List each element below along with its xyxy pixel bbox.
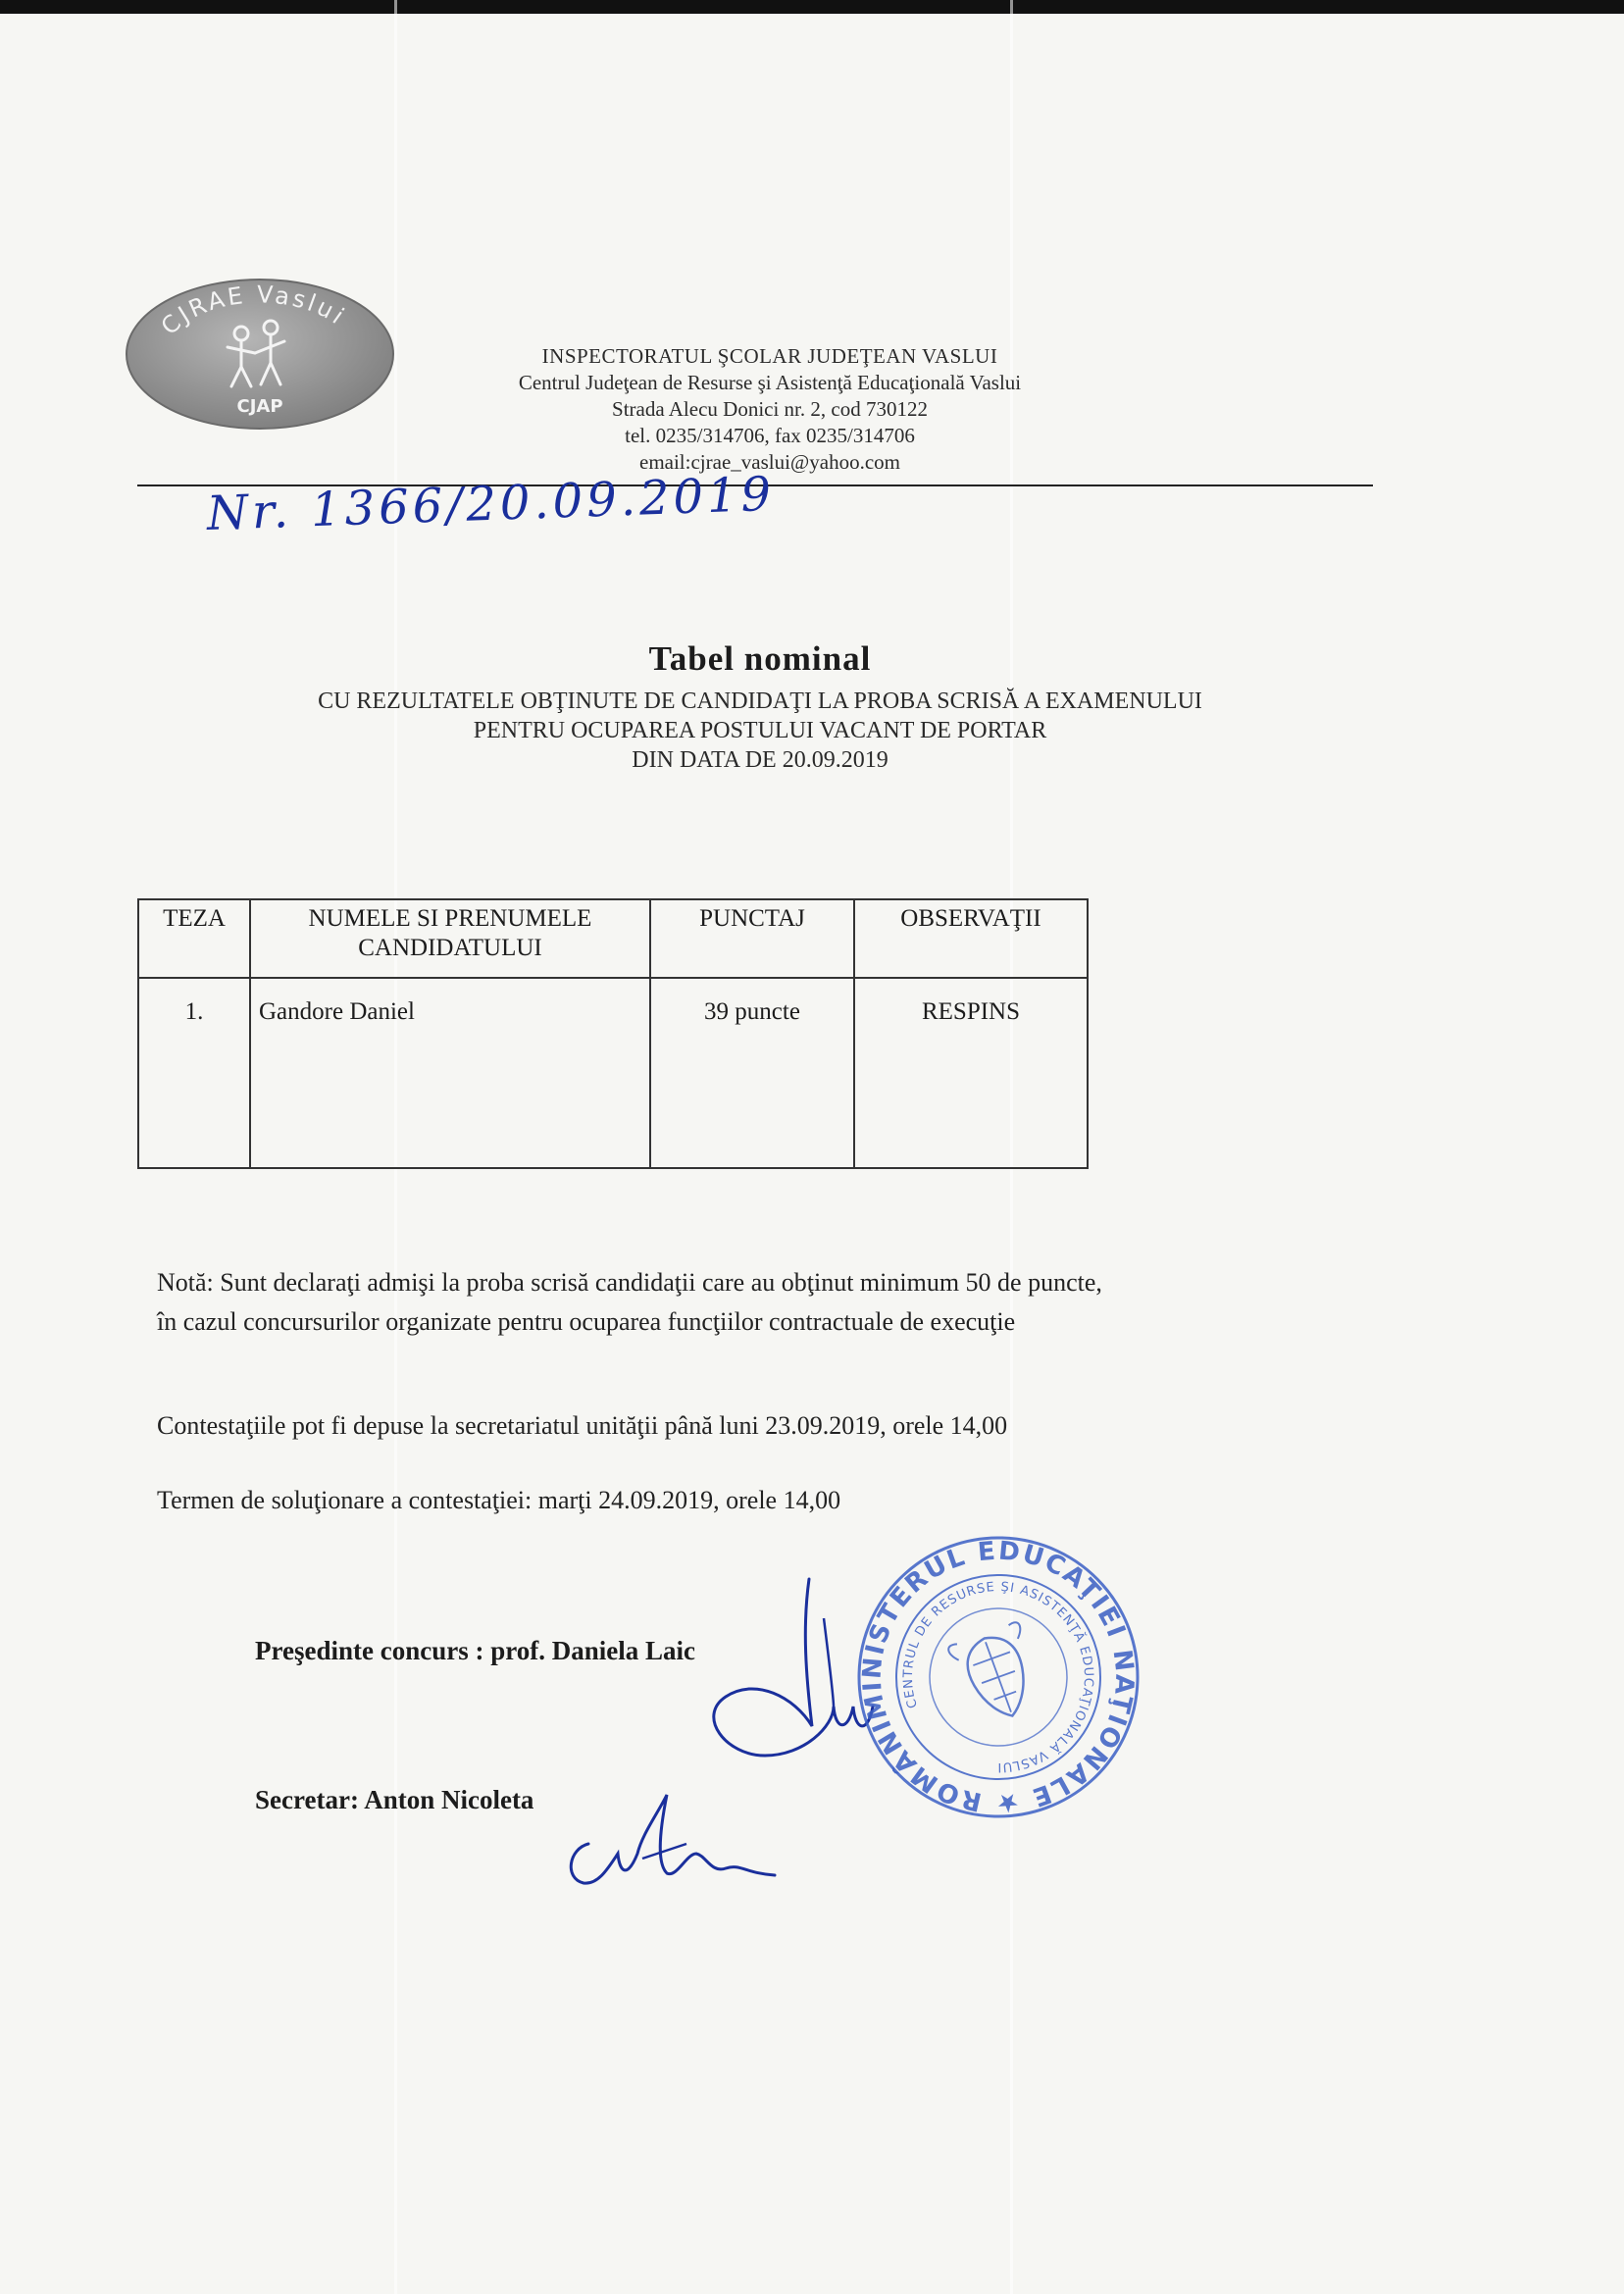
header-score: PUNCTAJ xyxy=(650,899,854,978)
stamp-inner-text: CENTRUL DE RESURSE ŞI ASISTENŢĂ EDUCAŢIONALĂ VASLUI xyxy=(900,1579,1096,1775)
secretary-name: Anton Nicoleta xyxy=(364,1785,534,1814)
header-teza: TEZA xyxy=(138,899,250,978)
president-label: Preşedinte concurs : xyxy=(255,1636,491,1665)
registry-number: Nr. 1366/20.09.2019 xyxy=(206,466,776,541)
table-header-row xyxy=(138,899,1088,978)
official-stamp xyxy=(851,1530,1145,1824)
president-line xyxy=(255,1636,695,1666)
subtitle-line-2: PENTRU OCUPAREA POSTULUI VACANT DE PORTAR xyxy=(473,718,1047,743)
header-name xyxy=(250,899,650,978)
stamp-outer-text: MINISTERUL EDUCAŢIEI NAŢIONALE ★ ROMÂNIA xyxy=(857,1536,1140,1818)
header-line-3: Strada Alecu Donici nr. 2, cod 730122 xyxy=(612,397,928,421)
header-line-2: Centrul Judeţean de Resurse şi Asistenţă Educaţională Vaslui xyxy=(518,371,1022,394)
secretary-label: Secretar: xyxy=(255,1785,365,1814)
resolution-text: Termen de soluţionare a contestaţiei: marţi 24.09.2019, orele 14,00 xyxy=(157,1486,841,1514)
table-row xyxy=(138,978,1088,1168)
header-name-line-1: NUMELE SI PRENUMELE xyxy=(308,905,592,932)
note-line-2: în cazul concursurilor organizate pentru ocuparea funcţiilor contractuale de execuţie xyxy=(157,1307,1016,1336)
logo-bottom-text: CJAP xyxy=(236,396,283,417)
cell-observations: RESPINS xyxy=(854,978,1088,1168)
results-table xyxy=(137,898,1089,1169)
note-line-1: Notă: Sunt declaraţi admişi la proba scrisă candidaţii care au obţinut minimum 50 de puncte, xyxy=(157,1268,1102,1297)
cell-teza: 1. xyxy=(138,978,250,1168)
president-name: prof. Daniela Laic xyxy=(490,1636,695,1665)
document-title-block xyxy=(186,639,1334,775)
document-title: Tabel nominal xyxy=(648,639,872,678)
header-line-5: email:cjrae_vaslui@yahoo.com xyxy=(639,450,900,474)
header-name-line-2: CANDIDATULUI xyxy=(358,935,542,961)
cell-score: 39 puncte xyxy=(650,978,854,1168)
header-line-1: INSPECTORATUL ŞCOLAR JUDEŢEAN VASLUI xyxy=(541,344,998,368)
appeals-text: Contestaţiile pot fi depuse la secretariatul unităţii până luni 23.09.2019, orele 14,00 xyxy=(157,1411,1008,1440)
secretary-signature xyxy=(549,1785,794,1903)
secretary-line xyxy=(255,1785,533,1815)
cell-name: Gandore Daniel xyxy=(250,978,650,1168)
subtitle-line-3: DIN DATA DE 20.09.2019 xyxy=(632,747,888,773)
header-observations: OBSERVAŢII xyxy=(854,899,1088,978)
cjrae-logo xyxy=(124,277,396,432)
logo-top-text: CJRAE Vaslui xyxy=(155,280,352,341)
coat-of-arms-icon xyxy=(947,1621,1048,1729)
header-line-4: tel. 0235/314706, fax 0235/314706 xyxy=(625,424,915,447)
subtitle-line-1: CU REZULTATELE OBŢINUTE DE CANDIDAŢI LA PROBA SCRISĂ A EXAMENULUI xyxy=(318,688,1202,714)
scan-top-border xyxy=(0,0,1624,14)
institution-header xyxy=(392,343,1147,476)
